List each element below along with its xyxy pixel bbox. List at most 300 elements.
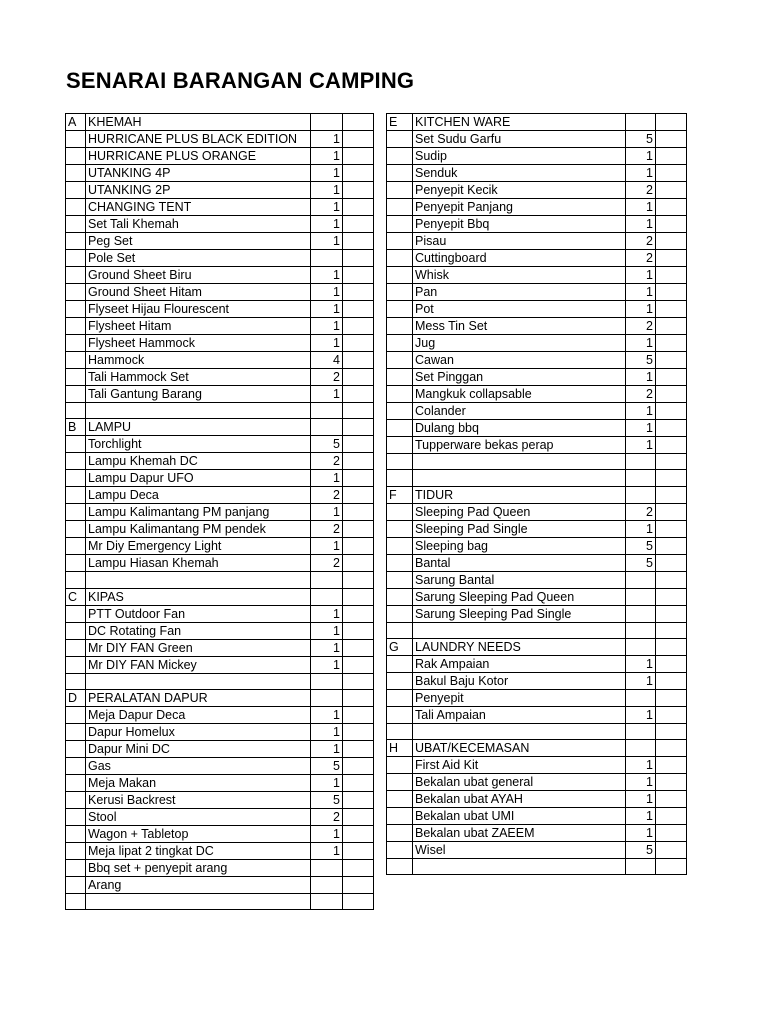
- table-row: [66, 639, 374, 656]
- section-code-cell: [387, 148, 413, 165]
- check-cell: [343, 639, 374, 656]
- section-code-cell: [387, 369, 413, 386]
- item-name-cell: Sleeping bag: [413, 537, 626, 554]
- quantity-cell: 5: [626, 842, 656, 859]
- section-code-cell: [387, 672, 413, 689]
- quantity-cell: [626, 114, 656, 131]
- quantity-cell: [311, 893, 343, 909]
- check-cell: [343, 470, 374, 487]
- check-cell: [343, 318, 374, 335]
- check-cell: [343, 893, 374, 909]
- section-code-cell: [66, 842, 86, 859]
- quantity-cell: 2: [311, 487, 343, 504]
- table-row: [387, 774, 687, 791]
- section-code-cell: [66, 706, 86, 723]
- check-cell: [656, 301, 687, 318]
- check-cell: [656, 386, 687, 403]
- item-name-cell: [86, 572, 311, 588]
- item-name-cell: Lampu Khemah DC: [86, 453, 311, 470]
- check-cell: [343, 301, 374, 318]
- section-code-cell: [66, 859, 86, 876]
- item-name-cell: Arang: [86, 876, 311, 893]
- table-row: [387, 588, 687, 605]
- item-name-cell: Sudip: [413, 148, 626, 165]
- table-row: [66, 233, 374, 250]
- item-name-cell: Set Tali Khemah: [86, 216, 311, 233]
- item-name-cell: Meja Dapur Deca: [86, 706, 311, 723]
- item-name-cell: PERALATAN DAPUR: [86, 689, 311, 706]
- section-code-cell: [66, 386, 86, 403]
- section-code-cell: [387, 706, 413, 723]
- section-code-cell: [66, 740, 86, 757]
- item-name-cell: Set Sudu Garfu: [413, 131, 626, 148]
- item-name-cell: [86, 673, 311, 689]
- quantity-cell: 1: [626, 808, 656, 825]
- quantity-cell: 1: [311, 318, 343, 335]
- table-row: [66, 572, 374, 588]
- item-name-cell: Pot: [413, 301, 626, 318]
- check-cell: [343, 555, 374, 572]
- check-cell: [343, 538, 374, 555]
- section-code-cell: [66, 436, 86, 453]
- check-cell: [656, 672, 687, 689]
- quantity-cell: 1: [311, 267, 343, 284]
- section-header-row: [387, 638, 687, 655]
- section-code-cell: [387, 199, 413, 216]
- section-code-cell: [66, 723, 86, 740]
- check-cell: [343, 673, 374, 689]
- section-header-row: [66, 588, 374, 605]
- quantity-cell: [626, 470, 656, 486]
- table-row: [387, 503, 687, 520]
- section-code-cell: [387, 335, 413, 352]
- check-cell: [343, 825, 374, 842]
- section-code-cell: [66, 233, 86, 250]
- check-cell: [656, 403, 687, 420]
- table-row: [387, 437, 687, 454]
- check-cell: [656, 148, 687, 165]
- item-name-cell: Mangkuk collapsable: [413, 386, 626, 403]
- section-code-cell: [387, 352, 413, 369]
- check-cell: [656, 791, 687, 808]
- table-row: [387, 369, 687, 386]
- item-name-cell: [86, 403, 311, 419]
- quantity-cell: 1: [626, 335, 656, 352]
- section-code-cell: [387, 791, 413, 808]
- item-name-cell: Sleeping Pad Queen: [413, 503, 626, 520]
- check-cell: [343, 335, 374, 352]
- section-code-cell: [66, 876, 86, 893]
- section-code-cell: [387, 503, 413, 520]
- check-cell: [343, 842, 374, 859]
- item-name-cell: [413, 622, 626, 638]
- quantity-cell: [626, 571, 656, 588]
- check-cell: [343, 352, 374, 369]
- quantity-cell: 1: [311, 148, 343, 165]
- quantity-cell: 2: [626, 503, 656, 520]
- section-code-cell: [387, 420, 413, 437]
- section-code-cell: [66, 521, 86, 538]
- section-code-cell: [66, 825, 86, 842]
- quantity-cell: 2: [626, 182, 656, 199]
- quantity-cell: [626, 588, 656, 605]
- section-header-row: [387, 114, 687, 131]
- check-cell: [656, 859, 687, 875]
- item-name-cell: [413, 723, 626, 739]
- quantity-cell: 1: [626, 825, 656, 842]
- table-row: [66, 757, 374, 774]
- quantity-cell: 5: [626, 131, 656, 148]
- table-row: [387, 622, 687, 638]
- quantity-cell: 1: [311, 622, 343, 639]
- item-name-cell: Bekalan ubat ZAEEM: [413, 825, 626, 842]
- check-cell: [343, 182, 374, 199]
- table-row: [66, 250, 374, 267]
- section-header-row: [66, 419, 374, 436]
- quantity-cell: 5: [311, 791, 343, 808]
- quantity-cell: 1: [626, 655, 656, 672]
- table-row: [66, 825, 374, 842]
- section-code-cell: [387, 554, 413, 571]
- check-cell: [343, 436, 374, 453]
- item-name-cell: Colander: [413, 403, 626, 420]
- check-cell: [343, 791, 374, 808]
- table-row: [66, 876, 374, 893]
- check-cell: [656, 114, 687, 131]
- section-code-cell: [66, 148, 86, 165]
- check-cell: [656, 638, 687, 655]
- item-name-cell: Bakul Baju Kotor: [413, 672, 626, 689]
- section-code-cell: [66, 605, 86, 622]
- section-code-cell: [387, 723, 413, 739]
- item-name-cell: Tali Hammock Set: [86, 369, 311, 386]
- item-name-cell: Sarung Sleeping Pad Queen: [413, 588, 626, 605]
- section-code-cell: [387, 842, 413, 859]
- item-name-cell: TIDUR: [413, 486, 626, 503]
- item-name-cell: [413, 470, 626, 486]
- section-code-cell: [387, 470, 413, 486]
- item-name-cell: LAMPU: [86, 419, 311, 436]
- section-code-cell: [66, 622, 86, 639]
- table-row: [66, 216, 374, 233]
- item-name-cell: Lampu Kalimantang PM pendek: [86, 521, 311, 538]
- section-code-cell: [387, 216, 413, 233]
- section-code-cell: H: [387, 740, 413, 757]
- check-cell: [343, 689, 374, 706]
- section-code-cell: [66, 656, 86, 673]
- item-name-cell: First Aid Kit: [413, 757, 626, 774]
- quantity-cell: 1: [626, 267, 656, 284]
- quantity-cell: 1: [311, 706, 343, 723]
- check-cell: [656, 470, 687, 486]
- section-code-cell: [66, 453, 86, 470]
- check-cell: [656, 454, 687, 470]
- table-row: [66, 555, 374, 572]
- quantity-cell: 1: [626, 284, 656, 301]
- table-row: [387, 131, 687, 148]
- table-row: [66, 386, 374, 403]
- quantity-cell: [311, 859, 343, 876]
- quantity-cell: [311, 876, 343, 893]
- section-code-cell: [66, 487, 86, 504]
- item-name-cell: [413, 859, 626, 875]
- check-cell: [343, 622, 374, 639]
- quantity-cell: [626, 605, 656, 622]
- quantity-cell: 5: [311, 757, 343, 774]
- item-name-cell: Bekalan ubat general: [413, 774, 626, 791]
- section-code-cell: [66, 555, 86, 572]
- section-code-cell: G: [387, 638, 413, 655]
- section-code-cell: F: [387, 486, 413, 503]
- table-row: [66, 622, 374, 639]
- table-row: [66, 538, 374, 555]
- table-row: [387, 859, 687, 875]
- check-cell: [656, 588, 687, 605]
- quantity-cell: 1: [311, 131, 343, 148]
- check-cell: [343, 588, 374, 605]
- item-name-cell: Senduk: [413, 165, 626, 182]
- quantity-cell: 1: [311, 740, 343, 757]
- item-name-cell: Pisau: [413, 233, 626, 250]
- quantity-cell: 1: [311, 216, 343, 233]
- check-cell: [656, 825, 687, 842]
- item-name-cell: Jug: [413, 335, 626, 352]
- check-cell: [343, 572, 374, 588]
- section-header-row: [387, 740, 687, 757]
- item-name-cell: Flysheet Hitam: [86, 318, 311, 335]
- section-code-cell: [66, 182, 86, 199]
- check-cell: [343, 723, 374, 740]
- quantity-cell: 1: [626, 706, 656, 723]
- section-code-cell: [66, 369, 86, 386]
- section-code-cell: [387, 437, 413, 454]
- check-cell: [656, 486, 687, 503]
- check-cell: [656, 537, 687, 554]
- item-name-cell: UBAT/KECEMASAN: [413, 740, 626, 757]
- item-name-cell: KIPAS: [86, 588, 311, 605]
- section-code-cell: [66, 470, 86, 487]
- check-cell: [343, 605, 374, 622]
- check-cell: [656, 131, 687, 148]
- table-row: [66, 148, 374, 165]
- quantity-cell: 4: [311, 352, 343, 369]
- item-name-cell: Wisel: [413, 842, 626, 859]
- check-cell: [343, 774, 374, 791]
- item-name-cell: Mr DIY FAN Green: [86, 639, 311, 656]
- table-row: [66, 352, 374, 369]
- table-row: [387, 148, 687, 165]
- check-cell: [656, 437, 687, 454]
- table-row: [387, 537, 687, 554]
- item-name-cell: KITCHEN WARE: [413, 114, 626, 131]
- section-code-cell: [66, 572, 86, 588]
- item-name-cell: Bantal: [413, 554, 626, 571]
- section-code-cell: [66, 774, 86, 791]
- item-name-cell: Mess Tin Set: [413, 318, 626, 335]
- table-row: [387, 352, 687, 369]
- quantity-cell: [626, 859, 656, 875]
- quantity-cell: [626, 689, 656, 706]
- table-row: [66, 740, 374, 757]
- check-cell: [343, 216, 374, 233]
- table-row: [387, 386, 687, 403]
- section-header-row: [387, 486, 687, 503]
- item-name-cell: Lampu Dapur UFO: [86, 470, 311, 487]
- quantity-cell: [626, 622, 656, 638]
- item-name-cell: Ground Sheet Hitam: [86, 284, 311, 301]
- quantity-cell: 1: [626, 520, 656, 537]
- section-code-cell: [387, 757, 413, 774]
- section-code-cell: [66, 318, 86, 335]
- quantity-cell: 1: [311, 233, 343, 250]
- table-row: [387, 216, 687, 233]
- check-cell: [656, 689, 687, 706]
- section-code-cell: [66, 757, 86, 774]
- check-cell: [656, 622, 687, 638]
- section-code-cell: [66, 639, 86, 656]
- quantity-cell: 1: [626, 774, 656, 791]
- section-code-cell: [387, 571, 413, 588]
- check-cell: [343, 284, 374, 301]
- table-row: [66, 859, 374, 876]
- quantity-cell: 5: [311, 436, 343, 453]
- section-code-cell: [66, 131, 86, 148]
- section-code-cell: [66, 504, 86, 521]
- quantity-cell: 1: [311, 335, 343, 352]
- check-cell: [656, 199, 687, 216]
- quantity-cell: 1: [626, 301, 656, 318]
- table-row: [387, 250, 687, 267]
- table-row: [387, 605, 687, 622]
- section-code-cell: [66, 352, 86, 369]
- quantity-cell: [311, 588, 343, 605]
- quantity-cell: 2: [626, 250, 656, 267]
- quantity-cell: 1: [311, 301, 343, 318]
- check-cell: [343, 419, 374, 436]
- table-row: [66, 369, 374, 386]
- quantity-cell: 1: [626, 757, 656, 774]
- table-row: [66, 487, 374, 504]
- section-code-cell: [387, 165, 413, 182]
- section-code-cell: [387, 131, 413, 148]
- item-name-cell: Cuttingboard: [413, 250, 626, 267]
- section-code-cell: [387, 825, 413, 842]
- item-name-cell: UTANKING 2P: [86, 182, 311, 199]
- section-code-cell: [387, 284, 413, 301]
- table-row: [66, 470, 374, 487]
- table-row: [387, 689, 687, 706]
- section-code-cell: [66, 893, 86, 909]
- quantity-cell: [311, 689, 343, 706]
- item-name-cell: Stool: [86, 808, 311, 825]
- section-code-cell: [387, 588, 413, 605]
- check-cell: [656, 216, 687, 233]
- item-name-cell: Mr Diy Emergency Light: [86, 538, 311, 555]
- table-row: [387, 403, 687, 420]
- item-name-cell: Penyepit Panjang: [413, 199, 626, 216]
- check-cell: [343, 453, 374, 470]
- quantity-cell: 2: [311, 369, 343, 386]
- item-name-cell: Rak Ampaian: [413, 655, 626, 672]
- table-row: [66, 182, 374, 199]
- quantity-cell: 1: [311, 639, 343, 656]
- check-cell: [656, 706, 687, 723]
- table-row: [387, 520, 687, 537]
- table-row: [66, 791, 374, 808]
- quantity-cell: 2: [626, 318, 656, 335]
- quantity-cell: 1: [311, 825, 343, 842]
- quantity-cell: [626, 638, 656, 655]
- quantity-cell: 1: [311, 199, 343, 216]
- section-code-cell: D: [66, 689, 86, 706]
- table-row: [66, 199, 374, 216]
- table-row: [66, 842, 374, 859]
- check-cell: [343, 808, 374, 825]
- quantity-cell: 1: [626, 437, 656, 454]
- check-cell: [343, 757, 374, 774]
- quantity-cell: [311, 572, 343, 588]
- item-name-cell: Dapur Homelux: [86, 723, 311, 740]
- check-cell: [656, 233, 687, 250]
- table-row: [387, 233, 687, 250]
- quantity-cell: 2: [311, 453, 343, 470]
- quantity-cell: 1: [311, 504, 343, 521]
- quantity-cell: 5: [626, 537, 656, 554]
- table-row: [66, 673, 374, 689]
- quantity-cell: 1: [626, 199, 656, 216]
- quantity-cell: 1: [626, 403, 656, 420]
- check-cell: [656, 284, 687, 301]
- check-cell: [656, 774, 687, 791]
- check-cell: [343, 859, 374, 876]
- section-code-cell: [387, 267, 413, 284]
- item-name-cell: Sarung Bantal: [413, 571, 626, 588]
- check-cell: [656, 808, 687, 825]
- check-cell: [656, 250, 687, 267]
- quantity-cell: 1: [311, 656, 343, 673]
- table-row: [387, 318, 687, 335]
- section-code-cell: [387, 386, 413, 403]
- table-row: [387, 554, 687, 571]
- item-name-cell: Penyepit Bbq: [413, 216, 626, 233]
- section-code-cell: [66, 403, 86, 419]
- table-row: [66, 131, 374, 148]
- quantity-cell: [626, 454, 656, 470]
- table-row: [387, 808, 687, 825]
- quantity-cell: 1: [311, 182, 343, 199]
- section-code-cell: [387, 318, 413, 335]
- quantity-cell: 2: [311, 555, 343, 572]
- quantity-cell: 1: [311, 842, 343, 859]
- section-code-cell: [66, 199, 86, 216]
- quantity-cell: 1: [626, 420, 656, 437]
- item-name-cell: Lampu Kalimantang PM panjang: [86, 504, 311, 521]
- section-code-cell: [387, 655, 413, 672]
- section-code-cell: [387, 403, 413, 420]
- quantity-cell: 2: [626, 386, 656, 403]
- section-code-cell: [387, 537, 413, 554]
- section-code-cell: [66, 165, 86, 182]
- section-code-cell: B: [66, 419, 86, 436]
- quantity-cell: [311, 114, 343, 131]
- item-name-cell: Pole Set: [86, 250, 311, 267]
- check-cell: [343, 487, 374, 504]
- check-cell: [656, 335, 687, 352]
- section-code-cell: [66, 808, 86, 825]
- table-row: [66, 706, 374, 723]
- table-row: [66, 267, 374, 284]
- check-cell: [343, 656, 374, 673]
